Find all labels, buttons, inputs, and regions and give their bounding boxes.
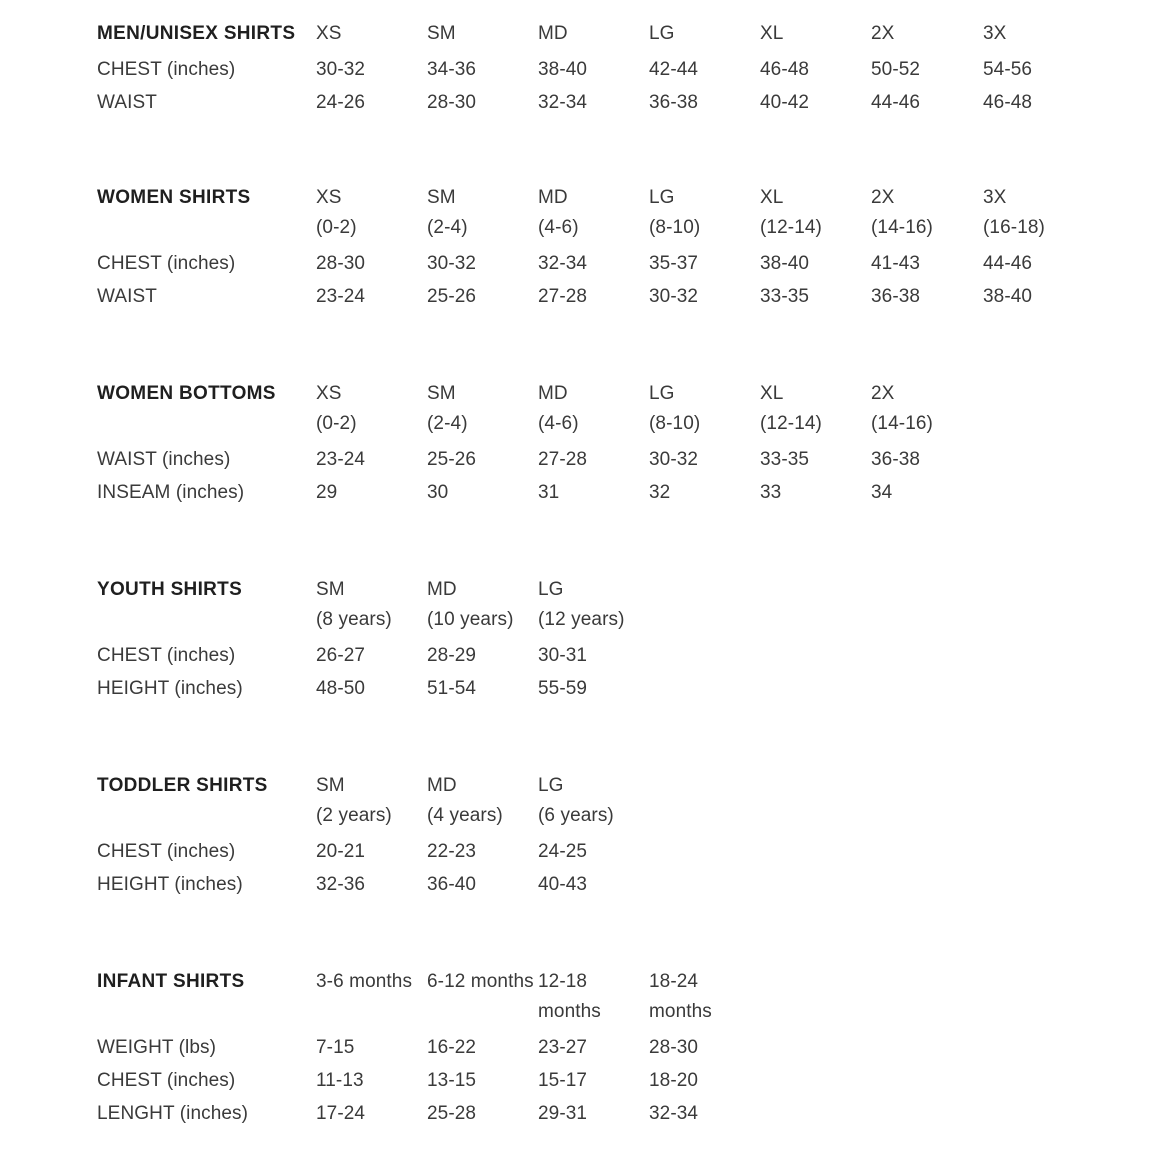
size-header-cell: SM: [316, 775, 345, 796]
measurement-value: 17-24: [316, 1103, 366, 1124]
measurement-value: 42-44: [649, 59, 699, 80]
size-header-cell: (14-16): [871, 413, 933, 434]
size-header-cell: (2-4): [427, 413, 468, 434]
measurement-value: 22-23: [427, 841, 477, 862]
size-header-cell: SM: [427, 187, 456, 208]
section-title: INFANT SHIRTS: [97, 971, 245, 992]
size-header-cell: (0-2): [316, 217, 357, 238]
measurement-row: [0, 839, 1149, 865]
size-header-cell: MD: [538, 187, 568, 208]
measurement-value: 23-24: [316, 286, 366, 307]
size-header-row: [0, 607, 1149, 633]
size-header-cell: (8-10): [649, 217, 701, 238]
size-header-row: [0, 999, 1149, 1025]
measurement-value: 40-42: [760, 92, 810, 113]
measurement-value: 24-25: [538, 841, 588, 862]
size-header-cell: MD: [538, 383, 568, 404]
measurement-value: 27-28: [538, 449, 588, 470]
size-header-cell: (4-6): [538, 413, 579, 434]
section-title: MEN/UNISEX SHIRTS: [97, 23, 296, 44]
measurement-value: 34-36: [427, 59, 477, 80]
size-header-row: [0, 381, 1149, 407]
size-header-cell: 3X: [983, 23, 1007, 44]
measurement-value: 16-22: [427, 1037, 477, 1058]
section-title: TODDLER SHIRTS: [97, 775, 268, 796]
size-header-cell: 2X: [871, 187, 895, 208]
size-header-cell: LG: [649, 383, 675, 404]
size-header-row: [0, 803, 1149, 829]
measurement-row: [0, 447, 1149, 473]
size-header-cell: XL: [760, 383, 784, 404]
size-header-cell: months: [649, 1001, 712, 1022]
size-header-cell: XS: [316, 23, 342, 44]
measurement-value: 32-34: [538, 253, 588, 274]
size-header-cell: LG: [649, 23, 675, 44]
size-header-cell: (14-16): [871, 217, 933, 238]
measurement-value: 7-15: [316, 1037, 355, 1058]
measurement-value: 29-31: [538, 1103, 588, 1124]
measurement-label: WAIST (inches): [97, 449, 231, 470]
size-header-cell: 2X: [871, 23, 895, 44]
size-header-cell: XL: [760, 23, 784, 44]
size-header-cell: 6-12 months: [427, 971, 534, 992]
measurement-value: 24-26: [316, 92, 366, 113]
size-header-cell: 18-24: [649, 971, 699, 992]
size-header-cell: (4-6): [538, 217, 579, 238]
measurement-value: 50-52: [871, 59, 921, 80]
size-header-cell: (4 years): [427, 805, 503, 826]
size-header-cell: MD: [427, 579, 457, 600]
size-header-cell: (2-4): [427, 217, 468, 238]
measurement-value: 41-43: [871, 253, 921, 274]
size-header-cell: 2X: [871, 383, 895, 404]
measurement-row: [0, 480, 1149, 506]
size-header-cell: 3-6 months: [316, 971, 413, 992]
size-header-cell: 12-18: [538, 971, 588, 992]
measurement-value: 27-28: [538, 286, 588, 307]
measurement-value: 29: [316, 482, 338, 503]
size-header-cell: LG: [649, 187, 675, 208]
measurement-value: 44-46: [983, 253, 1033, 274]
measurement-value: 30-32: [649, 449, 699, 470]
measurement-value: 25-28: [427, 1103, 477, 1124]
measurement-value: 34: [871, 482, 893, 503]
size-header-row: [0, 411, 1149, 437]
measurement-value: 32-34: [649, 1103, 699, 1124]
size-header-row: [0, 969, 1149, 995]
measurement-value: 36-38: [871, 449, 921, 470]
size-header-cell: (8-10): [649, 413, 701, 434]
size-header-cell: MD: [427, 775, 457, 796]
measurement-value: 26-27: [316, 645, 366, 666]
size-header-cell: LG: [538, 775, 564, 796]
measurement-value: 33-35: [760, 286, 810, 307]
size-header-cell: XL: [760, 187, 784, 208]
measurement-value: 25-26: [427, 286, 477, 307]
measurement-label: CHEST (inches): [97, 253, 236, 274]
measurement-row: [0, 90, 1149, 116]
size-header-cell: months: [538, 1001, 601, 1022]
size-header-cell: 3X: [983, 187, 1007, 208]
measurement-value: 38-40: [538, 59, 588, 80]
measurement-value: 32-34: [538, 92, 588, 113]
size-header-cell: (6 years): [538, 805, 614, 826]
measurement-value: 46-48: [983, 92, 1033, 113]
measurement-value: 28-30: [316, 253, 366, 274]
size-header-row: [0, 185, 1149, 211]
size-header-cell: (0-2): [316, 413, 357, 434]
measurement-label: WAIST: [97, 286, 157, 307]
section-title: YOUTH SHIRTS: [97, 579, 243, 600]
measurement-label: HEIGHT (inches): [97, 874, 243, 895]
measurement-value: 28-30: [427, 92, 477, 113]
measurement-value: 30-31: [538, 645, 588, 666]
measurement-value: 31: [538, 482, 560, 503]
measurement-row: [0, 1101, 1149, 1127]
measurement-value: 20-21: [316, 841, 366, 862]
measurement-value: 25-26: [427, 449, 477, 470]
measurement-label: LENGHT (inches): [97, 1103, 249, 1124]
size-header-cell: XS: [316, 187, 342, 208]
size-header-cell: LG: [538, 579, 564, 600]
measurement-value: 23-27: [538, 1037, 588, 1058]
measurement-value: 30-32: [316, 59, 366, 80]
size-header-row: [0, 577, 1149, 603]
measurement-value: 30: [427, 482, 449, 503]
section-title: WOMEN SHIRTS: [97, 187, 251, 208]
size-header-row: [0, 773, 1149, 799]
measurement-label: HEIGHT (inches): [97, 678, 243, 699]
measurement-label: CHEST (inches): [97, 645, 236, 666]
measurement-row: [0, 57, 1149, 83]
measurement-value: 54-56: [983, 59, 1033, 80]
measurement-value: 30-32: [427, 253, 477, 274]
size-header-cell: SM: [427, 23, 456, 44]
section-title: WOMEN BOTTOMS: [97, 383, 276, 404]
measurement-value: 33-35: [760, 449, 810, 470]
measurement-value: 32-36: [316, 874, 366, 895]
size-header-cell: SM: [427, 383, 456, 404]
size-header-row: [0, 215, 1149, 241]
measurement-label: WEIGHT (lbs): [97, 1037, 217, 1058]
measurement-value: 48-50: [316, 678, 366, 699]
measurement-value: 11-13: [316, 1070, 364, 1091]
measurement-row: [0, 643, 1149, 669]
size-header-cell: (12 years): [538, 609, 625, 630]
size-header-cell: (12-14): [760, 413, 822, 434]
measurement-label: INSEAM (inches): [97, 482, 245, 503]
measurement-value: 30-32: [649, 286, 699, 307]
measurement-value: 23-24: [316, 449, 366, 470]
measurement-row: [0, 1068, 1149, 1094]
size-header-cell: MD: [538, 23, 568, 44]
measurement-value: 35-37: [649, 253, 699, 274]
measurement-value: 36-38: [871, 286, 921, 307]
measurement-value: 28-30: [649, 1037, 699, 1058]
measurement-row: [0, 251, 1149, 277]
measurement-value: 51-54: [427, 678, 477, 699]
size-header-cell: (2 years): [316, 805, 392, 826]
measurement-value: 38-40: [983, 286, 1033, 307]
size-header-cell: XS: [316, 383, 342, 404]
measurement-label: CHEST (inches): [97, 841, 236, 862]
measurement-value: 15-17: [538, 1070, 588, 1091]
measurement-value: 55-59: [538, 678, 588, 699]
size-header-row: [0, 21, 1149, 47]
size-header-cell: (10 years): [427, 609, 514, 630]
measurement-row: [0, 676, 1149, 702]
measurement-value: 33: [760, 482, 782, 503]
measurement-label: WAIST: [97, 92, 157, 113]
size-header-cell: (16-18): [983, 217, 1045, 238]
size-header-cell: (8 years): [316, 609, 392, 630]
measurement-value: 36-38: [649, 92, 699, 113]
measurement-value: 18-20: [649, 1070, 699, 1091]
measurement-row: [0, 1035, 1149, 1061]
measurement-label: CHEST (inches): [97, 59, 236, 80]
measurement-row: [0, 872, 1149, 898]
measurement-value: 40-43: [538, 874, 588, 895]
measurement-value: 44-46: [871, 92, 921, 113]
size-header-cell: SM: [316, 579, 345, 600]
measurement-value: 36-40: [427, 874, 477, 895]
measurement-value: 38-40: [760, 253, 810, 274]
size-header-cell: (12-14): [760, 217, 822, 238]
measurement-value: 13-15: [427, 1070, 477, 1091]
measurement-label: CHEST (inches): [97, 1070, 236, 1091]
measurement-value: 32: [649, 482, 671, 503]
measurement-value: 28-29: [427, 645, 477, 666]
measurement-value: 46-48: [760, 59, 810, 80]
measurement-row: [0, 284, 1149, 310]
